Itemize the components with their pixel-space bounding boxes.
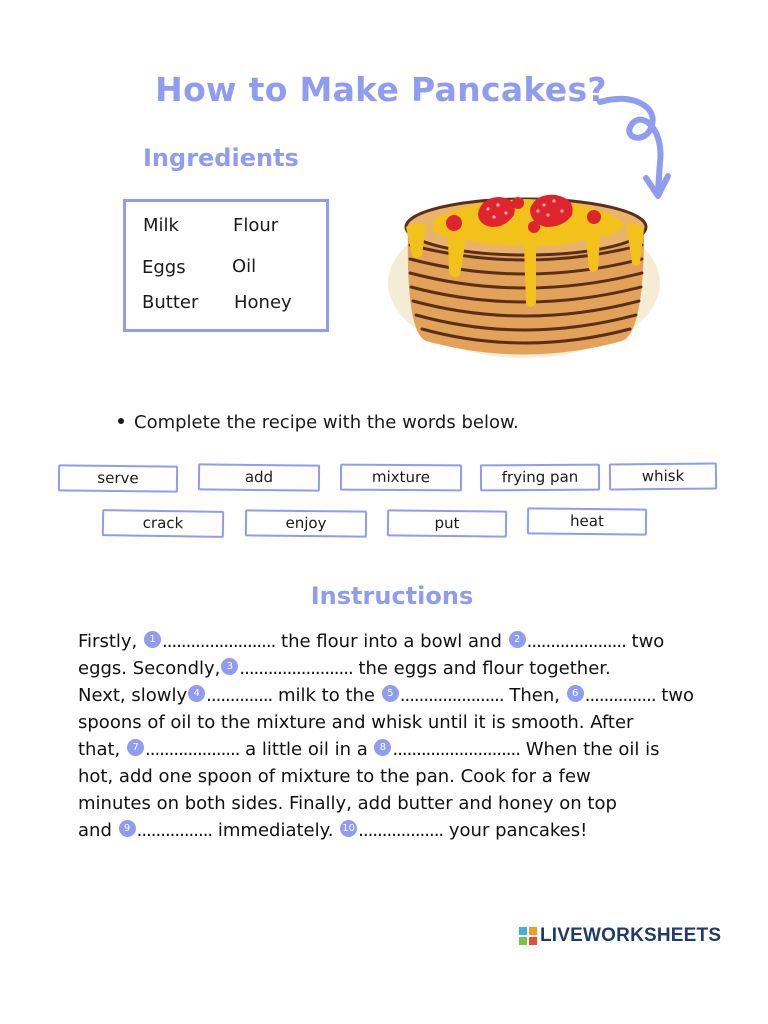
text-segment: Firstly, [78,631,138,652]
text-segment: hot, add one spoon of mixture to the pan. Cook for a few [78,766,591,787]
paragraph-line [78,763,698,790]
ingredient-butter: Butter [142,292,199,313]
text-segment: your pancakes! [443,820,588,841]
word-bank-heat[interactable]: heat [527,507,647,535]
paragraph-line [78,655,698,682]
paragraph-line [78,817,698,844]
paragraph-line [78,628,698,655]
word-bank-frying-pan[interactable]: frying pan [480,464,600,492]
exercise-instruction-text: Complete the recipe with the words below. [134,412,519,433]
ingredient-honey: Honey [234,292,292,313]
blank-number-3: 3 [221,658,238,675]
blank-5[interactable]: ...................... [399,685,504,706]
text-segment: Then, [503,685,560,706]
paragraph-line [78,790,698,817]
blank-number-8: 8 [374,739,391,756]
blank-9[interactable]: ................ [136,820,213,841]
blank-number-9: 9 [119,820,136,837]
blank-2[interactable]: ..................... [526,631,626,652]
brand-text: LIVEWORKSHEETS [540,925,722,946]
blank-1[interactable]: ........................ [162,631,276,652]
text-segment: Next, slowly [78,685,188,706]
paragraph-line [78,736,698,763]
blank-number-4: 4 [188,685,205,702]
paragraph-line [78,709,698,736]
word-bank-mixture[interactable]: mixture [340,464,462,492]
liveworksheets-brand[interactable] [519,926,721,946]
bullet-icon [118,418,124,424]
blank-10[interactable]: .................. [358,820,444,841]
text-segment: immediately. [212,820,334,841]
ingredient-milk: Milk [143,215,179,236]
text-segment: eggs. Secondly, [78,658,221,679]
text-segment: milk to the [272,685,376,706]
blank-6[interactable]: ............... [584,685,656,706]
blank-number-2: 2 [509,631,526,648]
word-bank-serve[interactable]: serve [58,464,178,492]
blank-number-6: 6 [567,685,584,702]
text-segment: When the oil is [519,739,660,760]
blank-number-10: 10 [340,820,357,837]
blank-number-7: 7 [127,739,144,756]
pancake-stack-illustration [386,183,664,361]
paragraph-line [78,682,698,709]
text-segment: and [78,820,112,841]
blank-3[interactable]: ........................ [239,658,353,679]
blank-7[interactable]: .................... [145,739,240,760]
text-segment: the flour into a bowl and [275,631,502,652]
liveworksheets-logo-icon [519,927,537,945]
page-title: How to Make Pancakes? [155,70,607,109]
text-segment: that, [78,739,121,760]
blank-number-5: 5 [382,685,399,702]
ingredient-flour: Flour [233,215,279,236]
blank-4[interactable]: .............. [206,685,273,706]
instructions-heading: Instructions [310,582,474,610]
text-segment: spoons of oil to the mixture and whisk until it is smooth. After [78,712,634,733]
instructions-paragraph [78,628,698,844]
word-bank-put[interactable]: put [387,509,507,537]
text-segment: a little oil in a [239,739,368,760]
blank-8[interactable]: ........................... [392,739,520,760]
word-bank-enjoy[interactable]: enjoy [245,509,367,537]
text-segment: minutes on both sides. Finally, add butter and honey on top [78,793,617,814]
ingredient-eggs: Eggs [142,257,186,278]
ingredients-heading: Ingredients [143,144,299,172]
word-bank-whisk[interactable]: whisk [609,462,717,490]
exercise-instruction [118,412,519,433]
text-segment: two [625,631,665,652]
word-bank-crack[interactable]: crack [102,509,224,538]
blank-number-1: 1 [144,631,161,648]
word-bank-add[interactable]: add [198,463,320,491]
text-segment: the eggs and flour together. [352,658,611,679]
text-segment: two [655,685,695,706]
ingredient-oil: Oil [232,256,257,277]
